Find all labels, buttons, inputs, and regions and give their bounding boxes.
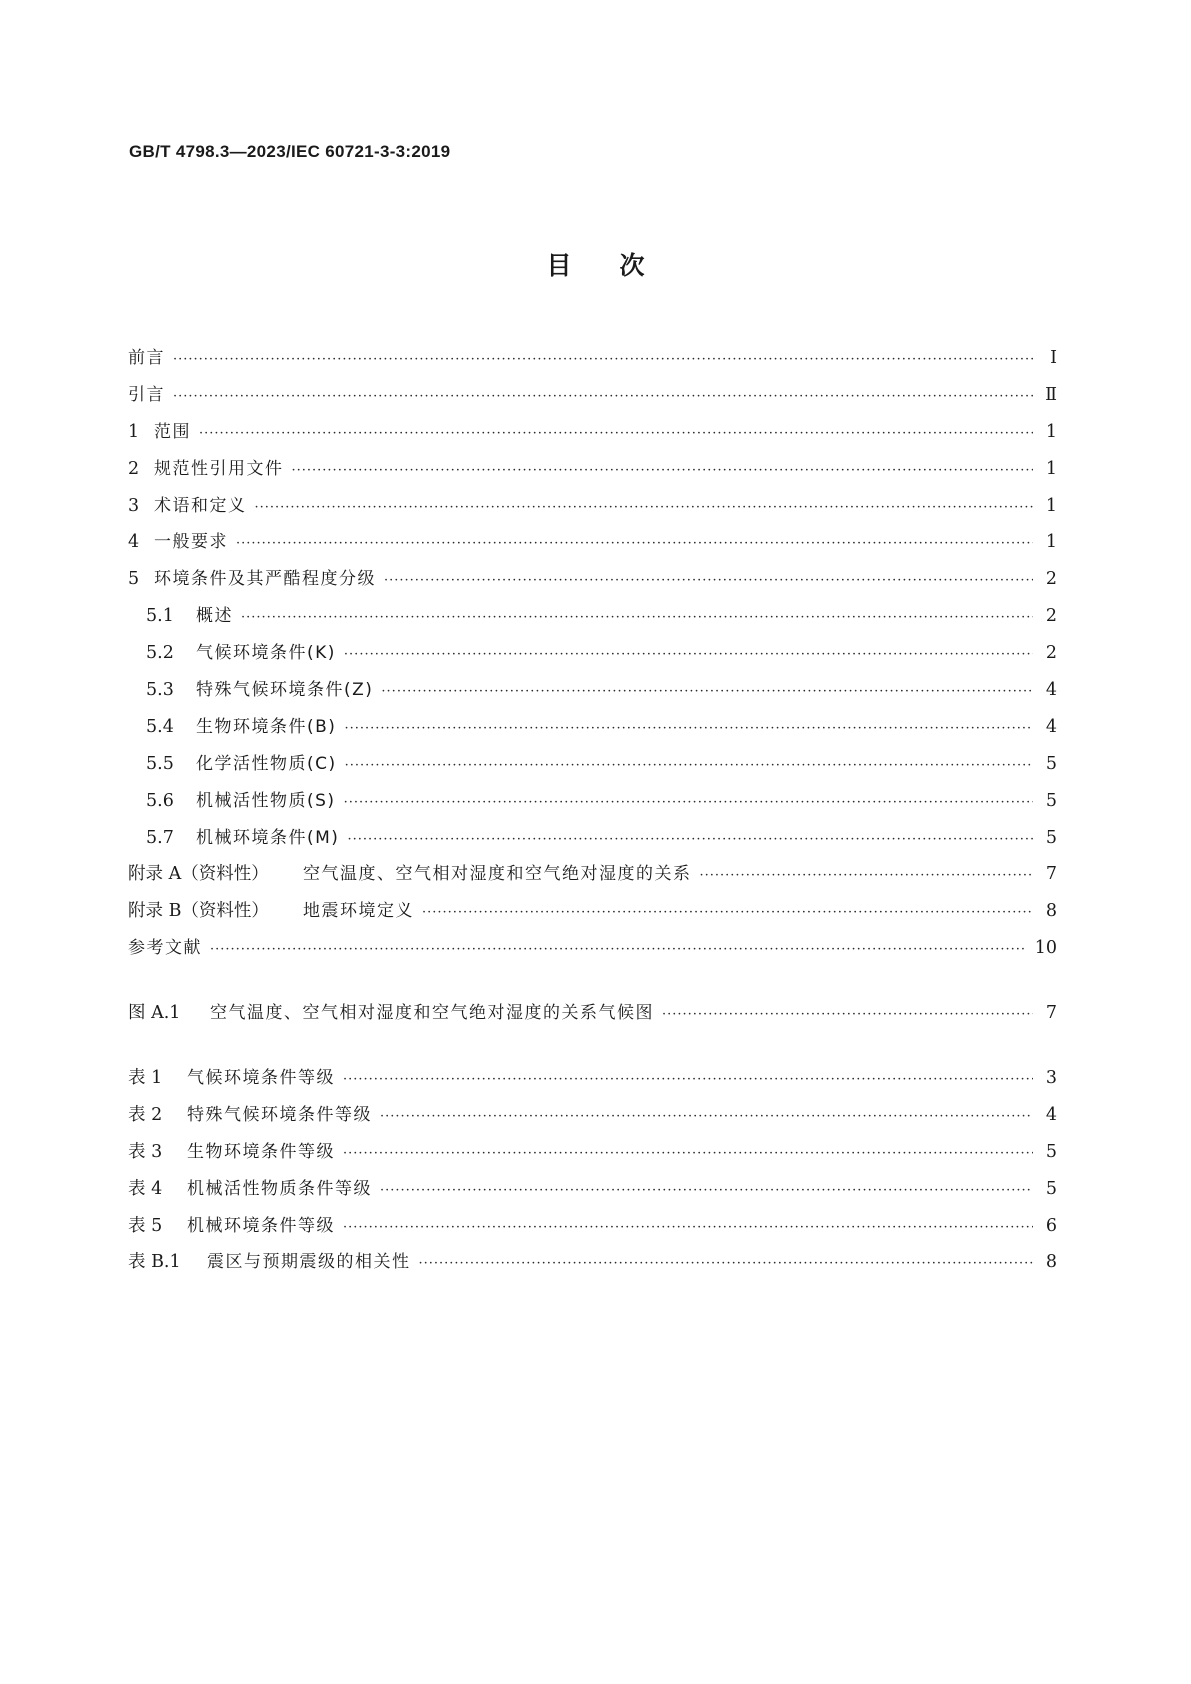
toc-entry-number: 4 bbox=[128, 532, 140, 553]
toc-entry-text: 机械活性物质条件等级 bbox=[187, 1178, 372, 1199]
toc-entry-number: 表 B.1 bbox=[128, 1252, 181, 1273]
toc-entry-table-5[interactable] bbox=[128, 1208, 1057, 1245]
toc-entry-section-4[interactable] bbox=[128, 524, 1057, 561]
toc-leader-dots bbox=[173, 379, 1033, 416]
toc-entry-text: 特殊气候环境条件等级 bbox=[187, 1104, 372, 1125]
toc-leader-dots bbox=[199, 416, 1033, 453]
toc-entry-foreword[interactable] bbox=[128, 340, 1057, 377]
toc-leader-dots bbox=[380, 1099, 1033, 1136]
toc-page-number: 7 bbox=[1045, 1003, 1057, 1024]
toc-entry-text: 气候环境条件等级 bbox=[187, 1068, 335, 1089]
toc-entry-number: 图 A.1 bbox=[128, 1003, 181, 1024]
toc-entry-number: 5 bbox=[128, 569, 140, 590]
toc-entry-number: 5.3 bbox=[146, 680, 174, 701]
toc-entry-number: 5.6 bbox=[146, 790, 174, 811]
toc-entry-table-3[interactable] bbox=[128, 1134, 1057, 1171]
toc-leader-dots bbox=[343, 1062, 1033, 1099]
toc-leader-dots bbox=[380, 1173, 1033, 1210]
toc-entry-number: 附录 B（资料性） bbox=[128, 901, 269, 922]
toc-entry-number: 表 1 bbox=[128, 1068, 163, 1089]
toc-entry-text: 震区与预期震级的相关性 bbox=[207, 1252, 411, 1273]
toc-entry-section-5-3[interactable] bbox=[128, 672, 1057, 709]
toc-entry-table-1[interactable] bbox=[128, 1060, 1057, 1097]
toc-page-number: Ⅱ bbox=[1045, 384, 1057, 405]
toc-leader-dots bbox=[345, 748, 1033, 785]
toc-entry-number: 5.7 bbox=[146, 827, 174, 848]
toc-entry-number: 附录 A（资料性） bbox=[128, 864, 269, 885]
toc-entry-number: 表 2 bbox=[128, 1104, 163, 1125]
toc-entry-section-1[interactable] bbox=[128, 414, 1057, 451]
toc-leader-dots bbox=[662, 997, 1033, 1034]
toc-entry-text: 环境条件及其严酷程度分级 bbox=[154, 569, 376, 590]
toc-leader-dots bbox=[255, 490, 1034, 527]
toc-entry-table-2[interactable] bbox=[128, 1097, 1057, 1134]
toc-entry-text: 参考文献 bbox=[128, 938, 202, 959]
toc-leader-dots bbox=[419, 1246, 1034, 1283]
toc-page-number: 4 bbox=[1045, 1104, 1057, 1125]
toc-entry-section-5-7[interactable] bbox=[128, 820, 1057, 857]
toc-entry-number: 表 5 bbox=[128, 1215, 163, 1236]
toc-entry-section-3[interactable] bbox=[128, 488, 1057, 525]
toc-leader-dots bbox=[384, 563, 1033, 600]
toc-entry-number: 5.5 bbox=[146, 753, 174, 774]
toc-entry-text: 机械活性物质(S) bbox=[196, 790, 336, 811]
toc-entry-text: 概述 bbox=[196, 606, 233, 627]
toc-entry-number: 5.1 bbox=[146, 606, 174, 627]
toc-entry-text: 机械环境条件等级 bbox=[187, 1215, 335, 1236]
toc-page-number: 1 bbox=[1045, 532, 1057, 553]
toc-page-number: 5 bbox=[1045, 753, 1057, 774]
toc-page-number: 10 bbox=[1034, 938, 1057, 959]
table-of-contents bbox=[128, 340, 1057, 1281]
toc-page-number: 2 bbox=[1045, 643, 1057, 664]
toc-page-number: 5 bbox=[1045, 790, 1057, 811]
toc-leader-dots bbox=[422, 895, 1033, 932]
toc-page-number: 5 bbox=[1045, 827, 1057, 848]
toc-entry-introduction[interactable] bbox=[128, 377, 1057, 414]
toc-entry-text: 特殊气候环境条件(Z) bbox=[196, 680, 374, 701]
toc-entry-text: 术语和定义 bbox=[154, 495, 247, 516]
toc-entry-number: 2 bbox=[128, 458, 140, 479]
toc-entry-section-5-4[interactable] bbox=[128, 709, 1057, 746]
toc-entry-text: 地震环境定义 bbox=[303, 901, 414, 922]
toc-page-number: 4 bbox=[1045, 680, 1057, 701]
toc-entry-number: 3 bbox=[128, 495, 140, 516]
toc-entry-number: 5.2 bbox=[146, 643, 174, 664]
toc-entry-number: 表 4 bbox=[128, 1178, 163, 1199]
toc-entry-table-b1[interactable] bbox=[128, 1244, 1057, 1281]
toc-page-number: 1 bbox=[1045, 421, 1057, 442]
standard-code-header: GB/T 4798.3—2023/IEC 60721-3-3:2019 bbox=[129, 142, 451, 161]
toc-leader-dots bbox=[700, 858, 1034, 895]
toc-leader-dots bbox=[347, 822, 1033, 859]
toc-page-number: 8 bbox=[1045, 1252, 1057, 1273]
toc-entry-text: 机械环境条件(M) bbox=[196, 827, 340, 848]
toc-leader-dots bbox=[236, 526, 1033, 563]
toc-entry-section-5-5[interactable] bbox=[128, 746, 1057, 783]
toc-page-number: 1 bbox=[1045, 495, 1057, 516]
toc-entry-section-5-1[interactable] bbox=[128, 598, 1057, 635]
toc-leader-dots bbox=[381, 674, 1033, 711]
toc-page-number: 5 bbox=[1045, 1141, 1057, 1162]
toc-entry-table-4[interactable] bbox=[128, 1171, 1057, 1208]
toc-page-number: Ⅰ bbox=[1050, 348, 1057, 368]
toc-entry-text: 一般要求 bbox=[154, 532, 228, 553]
toc-entry-text: 生物环境条件(B) bbox=[196, 716, 337, 737]
toc-entry-section-5[interactable] bbox=[128, 561, 1057, 598]
toc-leader-dots bbox=[344, 711, 1033, 748]
toc-page-number: 2 bbox=[1045, 606, 1057, 627]
toc-entry-text: 生物环境条件等级 bbox=[187, 1141, 335, 1162]
toc-entry-number: 5.4 bbox=[146, 716, 174, 737]
toc-entry-annex-b[interactable] bbox=[128, 893, 1057, 930]
section-spacer bbox=[128, 967, 1057, 995]
toc-entry-text: 化学活性物质(C) bbox=[196, 753, 337, 774]
toc-page-number: 7 bbox=[1045, 864, 1057, 885]
toc-entry-number: 表 3 bbox=[128, 1141, 163, 1162]
toc-leader-dots bbox=[344, 785, 1033, 822]
toc-entry-text: 引言 bbox=[128, 384, 165, 405]
page-title: 目次 bbox=[546, 251, 693, 280]
toc-entry-text: 空气温度、空气相对湿度和空气绝对湿度的关系 bbox=[303, 864, 692, 885]
toc-entry-text: 气候环境条件(K) bbox=[196, 643, 336, 664]
toc-entry-text: 范围 bbox=[154, 421, 191, 442]
toc-entry-annex-a[interactable] bbox=[128, 856, 1057, 893]
toc-entry-section-5-6[interactable] bbox=[128, 783, 1057, 820]
toc-entry-bibliography[interactable] bbox=[128, 930, 1057, 967]
section-spacer bbox=[128, 1032, 1057, 1060]
toc-leader-dots bbox=[344, 637, 1033, 674]
toc-leader-dots bbox=[343, 1210, 1033, 1247]
toc-leader-dots bbox=[210, 932, 1025, 969]
toc-leader-dots bbox=[173, 342, 1033, 379]
toc-entry-number: 1 bbox=[128, 421, 140, 442]
toc-entry-section-2[interactable] bbox=[128, 451, 1057, 488]
toc-page-number: 4 bbox=[1045, 716, 1057, 737]
toc-leader-dots bbox=[241, 600, 1033, 637]
toc-page-number: 8 bbox=[1045, 901, 1057, 922]
toc-page-number: 6 bbox=[1045, 1215, 1057, 1236]
toc-page-number: 5 bbox=[1045, 1178, 1057, 1199]
toc-entry-section-5-2[interactable] bbox=[128, 635, 1057, 672]
toc-page-number: 3 bbox=[1045, 1068, 1057, 1089]
toc-leader-dots bbox=[292, 453, 1034, 490]
toc-page-number: 1 bbox=[1045, 458, 1057, 479]
toc-leader-dots bbox=[343, 1136, 1033, 1173]
toc-page-number: 2 bbox=[1045, 569, 1057, 590]
toc-entry-text: 前言 bbox=[128, 348, 165, 368]
toc-entry-text: 空气温度、空气相对湿度和空气绝对湿度的关系气候图 bbox=[210, 1003, 654, 1024]
toc-entry-text: 规范性引用文件 bbox=[154, 458, 284, 479]
toc-entry-figure-a1[interactable] bbox=[128, 995, 1057, 1032]
